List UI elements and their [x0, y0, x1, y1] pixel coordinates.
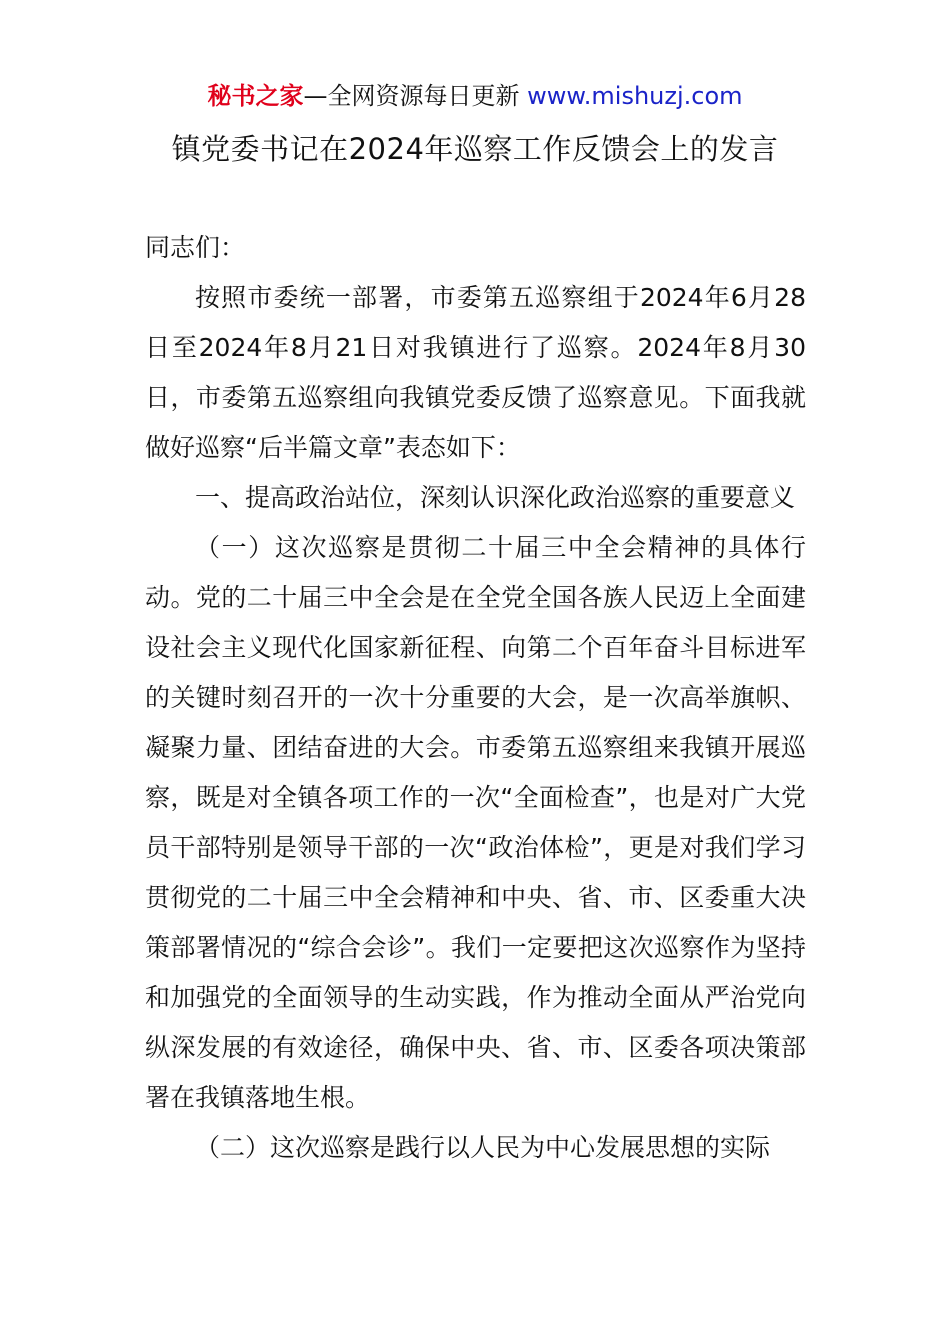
site-header — [0, 80, 950, 112]
site-tagline: —全网资源每日更新 — [303, 82, 520, 110]
body-paragraph: 按照市委统一部署，市委第五巡察组于2024年6月28日至2024年8月21日对我镇进行了巡察。2024年8月30日，市委第五巡察组向我镇党委反馈了巡察意见。下面我就做好巡察“后半篇文章”表态如下： — [145, 283, 806, 462]
body-paragraph: （一）这次巡察是贯彻二十届三中全会精神的具体行动。党的二十届三中全会是在全党全国各族人民迈上全面建设社会主义现代化国家新征程、向第二个百年奋斗目标进军的关键时刻召开的一次十分重要的大会，是一次高举旗帜、凝聚力量、团结奋进的大会。市委第五巡察组来我镇开展巡察，既是对全镇各项工作的一次“全面检查”，也是对广大党员干部特别是领导干部的一次“政治体检”，更是对我们学习贯彻党的二十届三中全会精神和中央、省、市、区委重大决策部署情况的“综合会诊”。我们一定要把这次巡察作为坚持和加强党的全面领导的生动实践，作为推动全面从严治党向纵深发展的有效途径，确保中央、省、市、区委各项决策部署在我镇落地生根。 — [145, 533, 806, 1112]
document-title: 镇党委书记在2024年巡察工作反馈会上的发言 — [171, 132, 779, 166]
body-paragraph: （二）这次巡察是践行以人民为中心发展思想的实际 — [195, 1133, 771, 1162]
site-url-link[interactable]: www.mishuzj.com — [527, 82, 743, 110]
salutation: 同志们： — [145, 233, 246, 262]
site-brand: 秘书之家 — [207, 82, 304, 110]
section-heading: 一、提高政治站位，深刻认识深化政治巡察的重要意义 — [195, 483, 796, 512]
document-body — [145, 223, 806, 1173]
